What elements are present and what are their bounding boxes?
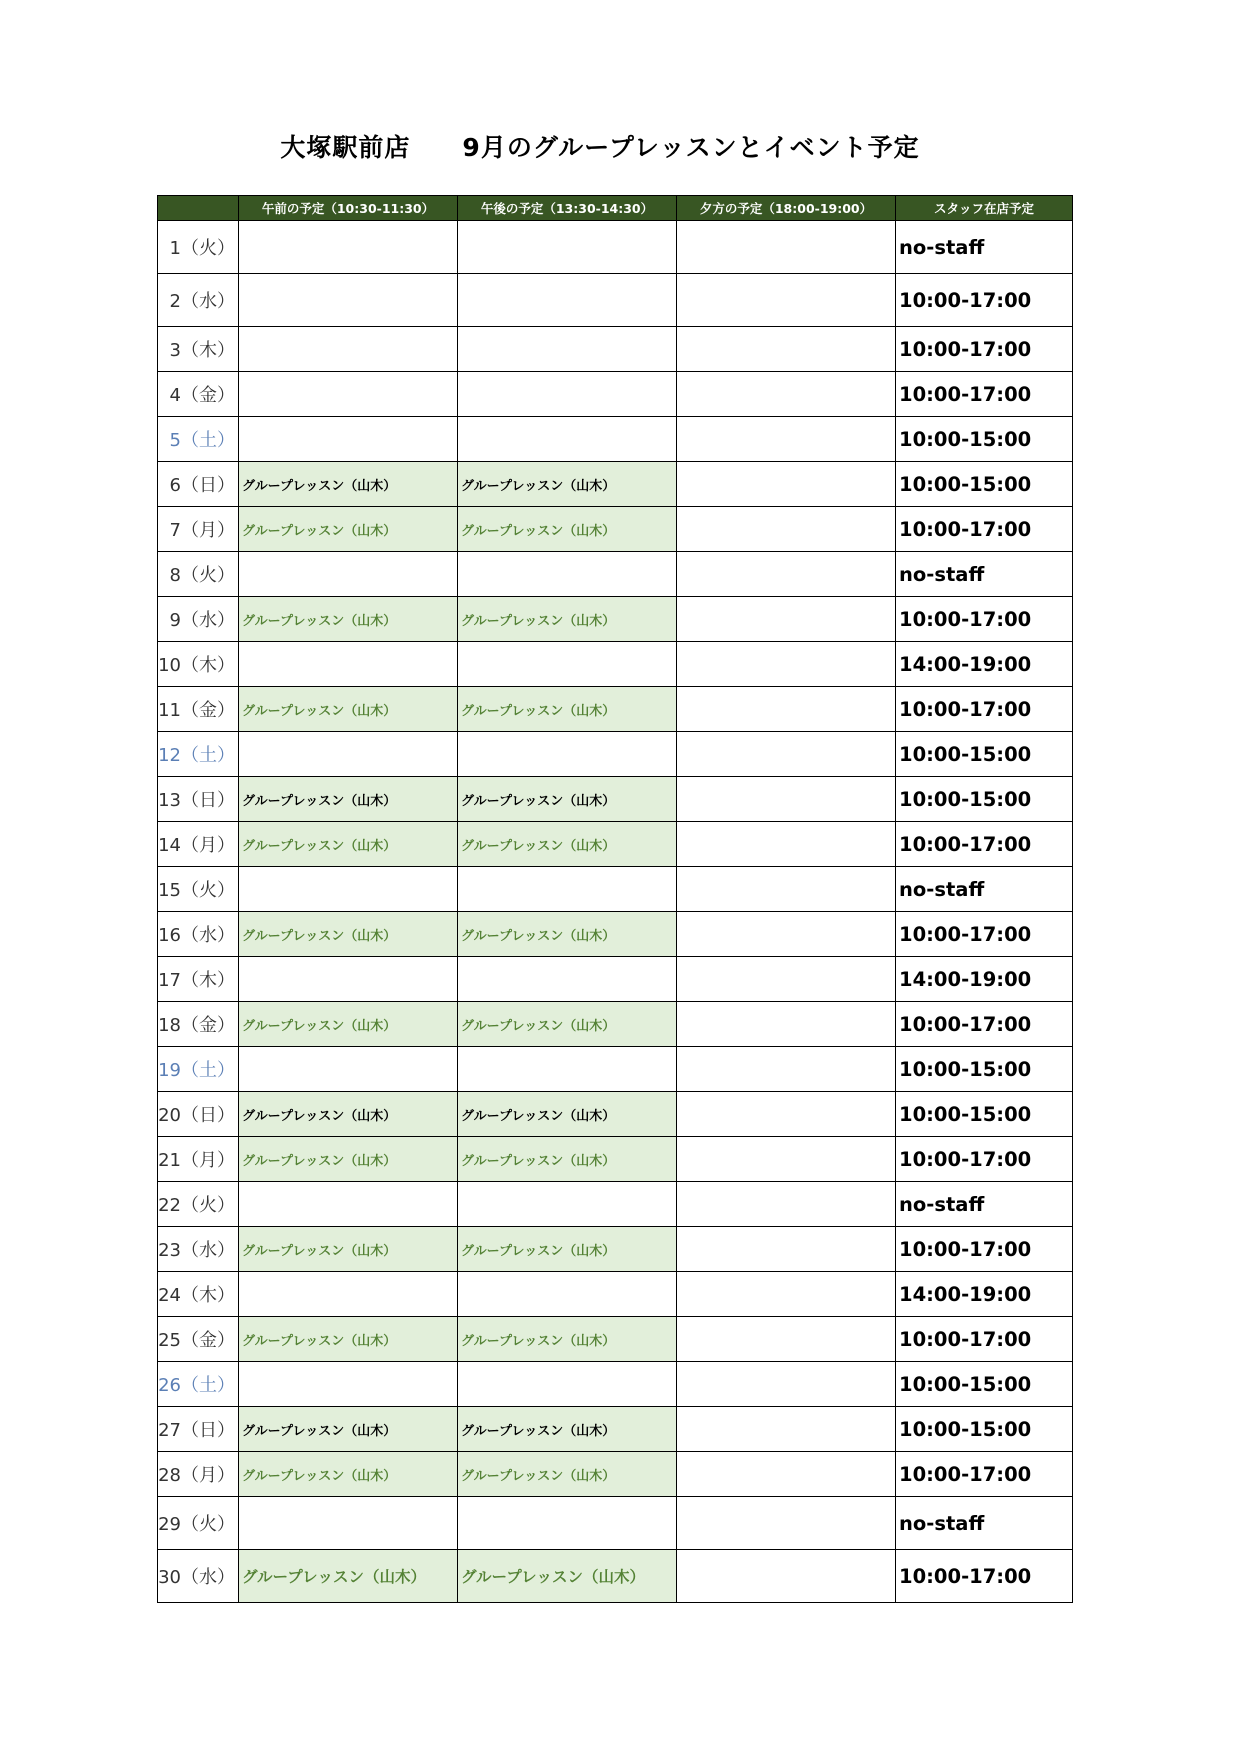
date-cell: 14（月） (158, 822, 239, 867)
date-cell: 12（土） (158, 732, 239, 777)
staff-hours-cell: 10:00-17:00 (896, 1002, 1073, 1047)
staff-column-header: スタッフ在店予定 (896, 196, 1073, 221)
date-cell: 23（水） (158, 1227, 239, 1272)
afternoon-cell: グループレッスン（山木） (458, 912, 677, 957)
afternoon-cell (458, 957, 677, 1002)
afternoon-cell (458, 867, 677, 912)
staff-hours-cell: 10:00-15:00 (896, 1047, 1073, 1092)
afternoon-cell: グループレッスン（山木） (458, 597, 677, 642)
staff-hours-cell: 14:00-19:00 (896, 1272, 1073, 1317)
table-row (158, 1317, 1073, 1362)
evening-cell (677, 507, 896, 552)
evening-cell (677, 687, 896, 732)
afternoon-cell: グループレッスン（山木） (458, 462, 677, 507)
staff-hours-cell: 10:00-15:00 (896, 777, 1073, 822)
table-row (158, 1182, 1073, 1227)
staff-hours-cell: no-staff (896, 1182, 1073, 1227)
afternoon-cell: グループレッスン（山木） (458, 1227, 677, 1272)
morning-cell: グループレッスン（山木） (239, 1227, 458, 1272)
evening-cell (677, 1317, 896, 1362)
afternoon-cell (458, 1182, 677, 1227)
afternoon-cell (458, 1047, 677, 1092)
morning-cell: グループレッスン（山木） (239, 912, 458, 957)
morning-cell (239, 552, 458, 597)
table-row (158, 687, 1073, 732)
morning-cell: グループレッスン（山木） (239, 1137, 458, 1182)
afternoon-cell: グループレッスン（山木） (458, 1550, 677, 1603)
staff-hours-cell: 10:00-17:00 (896, 372, 1073, 417)
date-cell: 27（日） (158, 1407, 239, 1452)
table-row (158, 221, 1073, 274)
store-name: 大塚駅前店 (280, 133, 411, 162)
afternoon-cell: グループレッスン（山木） (458, 1092, 677, 1137)
date-cell: 1（火） (158, 221, 239, 274)
date-cell: 21（月） (158, 1137, 239, 1182)
afternoon-cell: グループレッスン（山木） (458, 687, 677, 732)
staff-hours-cell: 10:00-17:00 (896, 274, 1073, 327)
afternoon-cell (458, 1362, 677, 1407)
afternoon-cell (458, 552, 677, 597)
evening-cell (677, 221, 896, 274)
morning-cell: グループレッスン（山木） (239, 777, 458, 822)
staff-hours-cell: no-staff (896, 552, 1073, 597)
afternoon-cell: グループレッスン（山木） (458, 1317, 677, 1362)
afternoon-cell (458, 372, 677, 417)
staff-hours-cell: 10:00-15:00 (896, 417, 1073, 462)
morning-cell (239, 372, 458, 417)
table-row (158, 1497, 1073, 1550)
morning-cell: グループレッスン（山木） (239, 822, 458, 867)
staff-hours-cell: 10:00-17:00 (896, 1137, 1073, 1182)
staff-hours-cell: 10:00-17:00 (896, 1452, 1073, 1497)
table-row (158, 1002, 1073, 1047)
morning-cell: グループレッスン（山木） (239, 1317, 458, 1362)
table-row (158, 1227, 1073, 1272)
date-cell: 20（日） (158, 1092, 239, 1137)
afternoon-cell: グループレッスン（山木） (458, 1452, 677, 1497)
morning-cell: グループレッスン（山木） (239, 1550, 458, 1603)
evening-cell (677, 1047, 896, 1092)
evening-cell (677, 462, 896, 507)
table-row (158, 274, 1073, 327)
table-row (158, 1550, 1073, 1603)
table-row (158, 822, 1073, 867)
table-row (158, 732, 1073, 777)
evening-cell (677, 1092, 896, 1137)
morning-cell (239, 1182, 458, 1227)
morning-cell (239, 1362, 458, 1407)
table-row (158, 1407, 1073, 1452)
table-row (158, 507, 1073, 552)
table-row (158, 1272, 1073, 1317)
staff-hours-cell: no-staff (896, 221, 1073, 274)
table-row (158, 552, 1073, 597)
table-row (158, 462, 1073, 507)
date-cell: 16（水） (158, 912, 239, 957)
staff-hours-cell: 10:00-17:00 (896, 1227, 1073, 1272)
staff-hours-cell: 10:00-17:00 (896, 597, 1073, 642)
date-cell: 18（金） (158, 1002, 239, 1047)
date-cell: 8（火） (158, 552, 239, 597)
table-row (158, 1047, 1073, 1092)
staff-hours-cell: 10:00-15:00 (896, 1407, 1073, 1452)
staff-hours-cell: 10:00-17:00 (896, 327, 1073, 372)
staff-hours-cell: 10:00-17:00 (896, 822, 1073, 867)
afternoon-cell: グループレッスン（山木） (458, 1137, 677, 1182)
table-row (158, 417, 1073, 462)
evening-cell (677, 957, 896, 1002)
afternoon-cell (458, 1497, 677, 1550)
afternoon-cell (458, 327, 677, 372)
evening-cell (677, 822, 896, 867)
afternoon-cell: グループレッスン（山木） (458, 1407, 677, 1452)
evening-cell (677, 1137, 896, 1182)
table-row (158, 1452, 1073, 1497)
morning-cell (239, 417, 458, 462)
staff-hours-cell: 10:00-17:00 (896, 1550, 1073, 1603)
morning-cell (239, 1497, 458, 1550)
staff-hours-cell: 14:00-19:00 (896, 957, 1073, 1002)
morning-cell: グループレッスン（山木） (239, 507, 458, 552)
table-row (158, 597, 1073, 642)
morning-cell (239, 957, 458, 1002)
morning-cell (239, 1047, 458, 1092)
date-cell: 25（金） (158, 1317, 239, 1362)
evening-cell (677, 1362, 896, 1407)
schedule-body (158, 221, 1073, 1603)
evening-cell (677, 1550, 896, 1603)
afternoon-cell: グループレッスン（山木） (458, 777, 677, 822)
table-row (158, 1137, 1073, 1182)
staff-hours-cell: 14:00-19:00 (896, 642, 1073, 687)
morning-cell: グループレッスン（山木） (239, 1407, 458, 1452)
morning-cell (239, 327, 458, 372)
morning-cell (239, 1272, 458, 1317)
page-title (0, 128, 1200, 164)
morning-cell (239, 221, 458, 274)
date-cell: 4（金） (158, 372, 239, 417)
staff-hours-cell: no-staff (896, 867, 1073, 912)
day-column-header (158, 196, 239, 221)
date-cell: 29（火） (158, 1497, 239, 1550)
date-cell: 17（木） (158, 957, 239, 1002)
evening-cell (677, 274, 896, 327)
staff-hours-cell: 10:00-17:00 (896, 507, 1073, 552)
staff-hours-cell: 10:00-15:00 (896, 1362, 1073, 1407)
evening-cell (677, 597, 896, 642)
date-cell: 3（木） (158, 327, 239, 372)
staff-hours-cell: 10:00-15:00 (896, 1092, 1073, 1137)
evening-cell (677, 867, 896, 912)
date-cell: 30（水） (158, 1550, 239, 1603)
afternoon-column-header: 午後の予定（13:30-14:30） (458, 196, 677, 221)
morning-cell (239, 732, 458, 777)
evening-cell (677, 327, 896, 372)
afternoon-cell: グループレッスン（山木） (458, 1002, 677, 1047)
afternoon-cell (458, 642, 677, 687)
evening-cell (677, 372, 896, 417)
evening-cell (677, 642, 896, 687)
date-cell: 13（日） (158, 777, 239, 822)
staff-hours-cell: 10:00-17:00 (896, 1317, 1073, 1362)
date-cell: 10（木） (158, 642, 239, 687)
date-cell: 15（火） (158, 867, 239, 912)
afternoon-cell: グループレッスン（山木） (458, 507, 677, 552)
schedule-title: 9月のグループレッスンとイベント予定 (462, 133, 920, 162)
morning-cell: グループレッスン（山木） (239, 1092, 458, 1137)
date-cell: 22（火） (158, 1182, 239, 1227)
evening-cell (677, 1182, 896, 1227)
afternoon-cell (458, 732, 677, 777)
staff-hours-cell: 10:00-15:00 (896, 462, 1073, 507)
morning-cell: グループレッスン（山木） (239, 462, 458, 507)
date-cell: 2（水） (158, 274, 239, 327)
table-row (158, 327, 1073, 372)
evening-column-header: 夕方の予定（18:00-19:00） (677, 196, 896, 221)
evening-cell (677, 417, 896, 462)
evening-cell (677, 1002, 896, 1047)
date-cell: 9（水） (158, 597, 239, 642)
morning-cell: グループレッスン（山木） (239, 687, 458, 732)
morning-cell (239, 642, 458, 687)
table-row (158, 912, 1073, 957)
date-cell: 28（月） (158, 1452, 239, 1497)
morning-cell: グループレッスン（山木） (239, 1002, 458, 1047)
afternoon-cell (458, 1272, 677, 1317)
evening-cell (677, 1272, 896, 1317)
evening-cell (677, 1227, 896, 1272)
table-row (158, 957, 1073, 1002)
date-cell: 26（土） (158, 1362, 239, 1407)
evening-cell (677, 552, 896, 597)
table-row (158, 867, 1073, 912)
date-cell: 11（金） (158, 687, 239, 732)
afternoon-cell: グループレッスン（山木） (458, 822, 677, 867)
evening-cell (677, 1452, 896, 1497)
table-row (158, 1092, 1073, 1137)
morning-cell (239, 867, 458, 912)
morning-column-header: 午前の予定（10:30-11:30） (239, 196, 458, 221)
date-cell: 19（土） (158, 1047, 239, 1092)
table-row (158, 642, 1073, 687)
schedule-table (157, 195, 1073, 1603)
evening-cell (677, 732, 896, 777)
afternoon-cell (458, 417, 677, 462)
morning-cell: グループレッスン（山木） (239, 597, 458, 642)
afternoon-cell (458, 221, 677, 274)
date-cell: 7（月） (158, 507, 239, 552)
evening-cell (677, 912, 896, 957)
morning-cell (239, 274, 458, 327)
staff-hours-cell: no-staff (896, 1497, 1073, 1550)
evening-cell (677, 1407, 896, 1452)
staff-hours-cell: 10:00-17:00 (896, 687, 1073, 732)
date-cell: 24（木） (158, 1272, 239, 1317)
table-row (158, 1362, 1073, 1407)
morning-cell: グループレッスン（山木） (239, 1452, 458, 1497)
table-row (158, 777, 1073, 822)
staff-hours-cell: 10:00-17:00 (896, 912, 1073, 957)
table-row (158, 372, 1073, 417)
staff-hours-cell: 10:00-15:00 (896, 732, 1073, 777)
evening-cell (677, 1497, 896, 1550)
date-cell: 5（土） (158, 417, 239, 462)
afternoon-cell (458, 274, 677, 327)
header-row (158, 196, 1073, 221)
evening-cell (677, 777, 896, 822)
date-cell: 6（日） (158, 462, 239, 507)
